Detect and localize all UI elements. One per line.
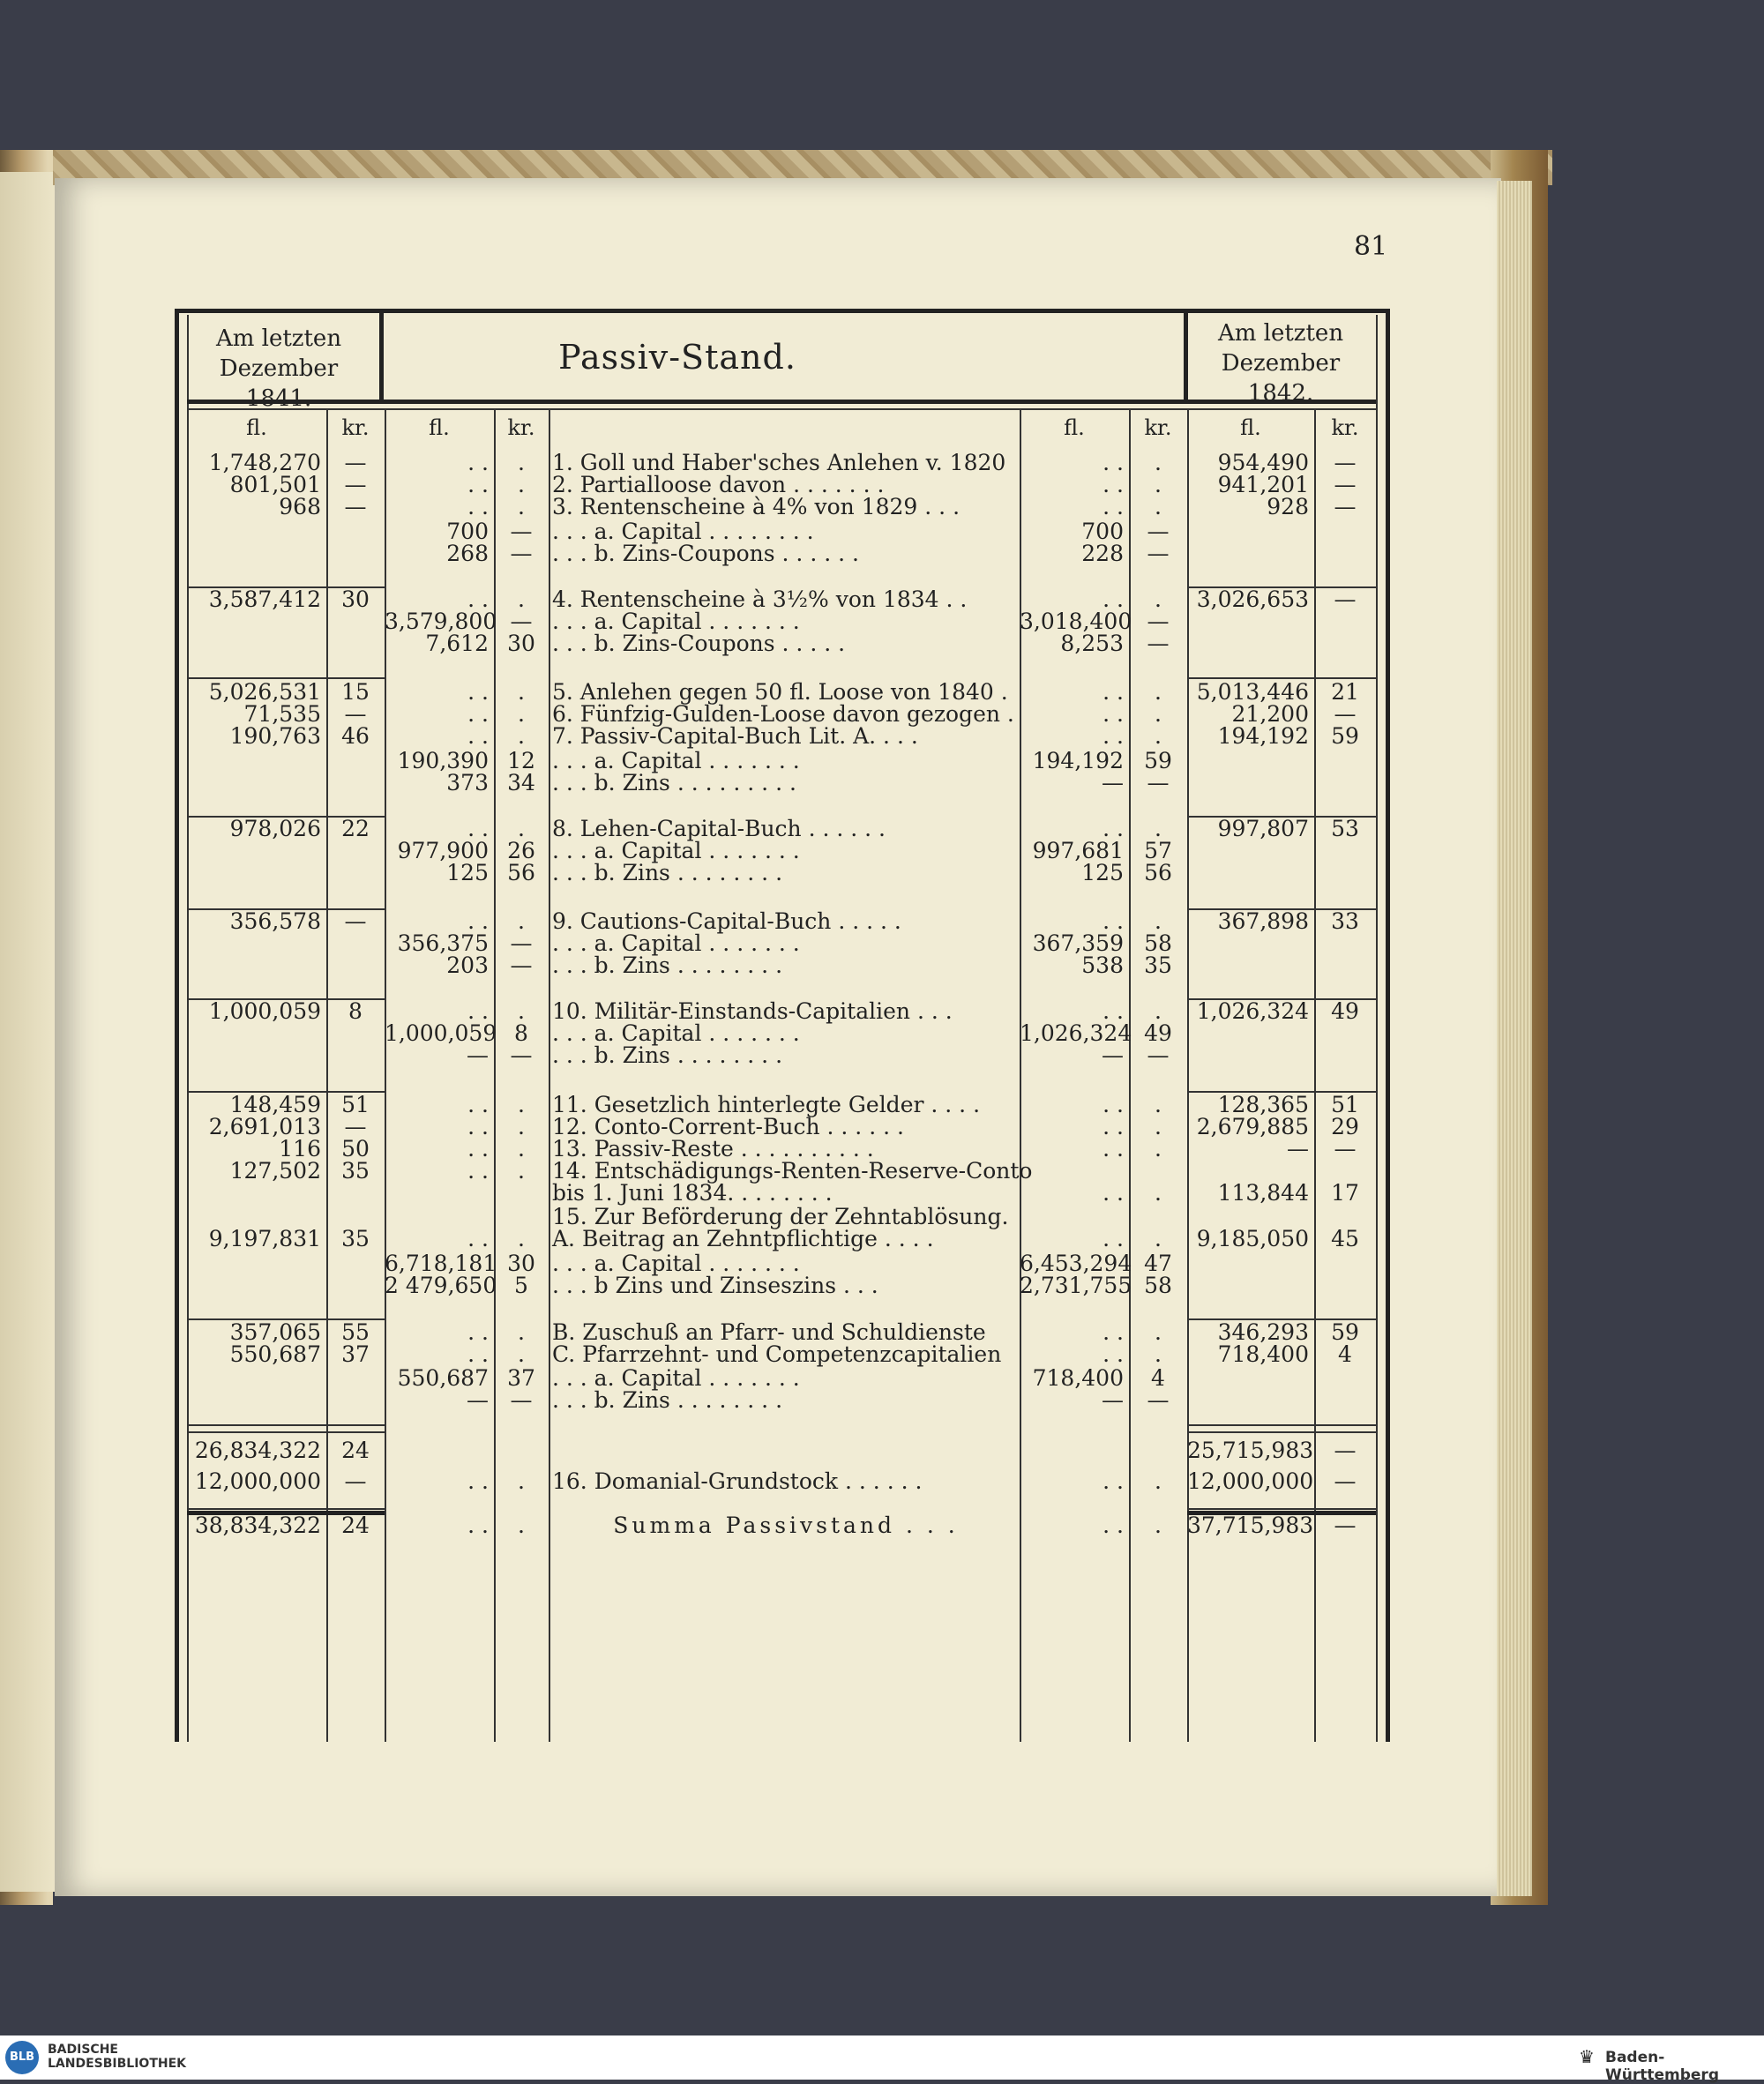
header-bottom-2 (187, 408, 1376, 410)
row-5-kr-sub-b: — (1147, 541, 1170, 566)
row-2-fl-sub-b: . . (1102, 472, 1124, 497)
row-14-fl-1842: 997,807 (1217, 816, 1309, 841)
row-10-kr-1841: — (344, 701, 367, 727)
row-37-kr-1841: — (344, 1468, 367, 1494)
row-26-fl-1841: 127,502 (229, 1158, 321, 1184)
row-6-item-label: 4. Rentenscheine à 3½% von 1834 . . (552, 586, 968, 612)
row-29-kr-1842: 45 (1331, 1226, 1359, 1251)
row-14-fl-1841: 978,026 (229, 816, 321, 841)
row-10-item-label: 6. Fünfzig-Gulden-Loose davon gezogen . (552, 701, 1014, 727)
row-37-kr-sub-b: . (1155, 1468, 1162, 1494)
row-25-kr-1842: — (1334, 1136, 1357, 1162)
row-33-fl-1842: 718,400 (1217, 1341, 1309, 1367)
row-15-item-label: . . . a. Capital . . . . . . . (552, 838, 800, 863)
row-5-kr-sub-a: — (510, 541, 533, 566)
bw-text: Baden-Württemberg (1605, 2049, 1719, 2084)
row-14-kr-sub-b: . (1155, 816, 1162, 841)
row-24-kr-1841: — (344, 1114, 367, 1139)
row-10-fl-1842: 21,200 (1231, 701, 1309, 727)
row-29-fl-sub-a: . . (467, 1226, 489, 1251)
row-37-kr-sub-a: . (518, 1468, 525, 1494)
row-27-fl-sub-b: . . (1102, 1180, 1124, 1206)
row-2-kr-sub-b: . (1155, 472, 1162, 497)
row-11-kr-sub-b: . (1155, 723, 1162, 749)
row-11-fl-1842: 194,192 (1217, 723, 1309, 749)
row-22-kr-sub-a: — (510, 1042, 533, 1068)
row-35-kr-sub-b: — (1147, 1387, 1170, 1413)
row-14-fl-sub-b: . . (1102, 816, 1124, 841)
row-24-item-label: 12. Conto-Corrent-Buch . . . . . . (552, 1114, 904, 1139)
row-9-kr-sub-b: . (1155, 679, 1162, 705)
row-29-fl-1842: 9,185,050 (1196, 1226, 1309, 1251)
row-13-kr-sub-b: — (1147, 770, 1170, 796)
row-37-fl-1841: 12,000,000 (194, 1468, 321, 1494)
row-10-kr-1842: — (1334, 701, 1357, 727)
row-8-fl-sub-b: 8,253 (1060, 631, 1124, 656)
row-37-fl-sub-a: . . (467, 1468, 489, 1494)
row-21-fl-sub-b: 1,026,324 (1020, 1020, 1132, 1046)
row-38-kr-1842: — (1334, 1513, 1357, 1538)
row-35-kr-sub-a: — (510, 1387, 533, 1413)
row-2-fl-1842: 941,201 (1217, 472, 1309, 497)
row-14-fl-sub-a: . . (467, 816, 489, 841)
frame-right (1386, 309, 1390, 1742)
row-22-item-label: . . . b. Zins . . . . . . . . (552, 1042, 783, 1068)
row-11-kr-1841: 46 (341, 723, 370, 749)
row-27-kr-sub-b: . (1155, 1180, 1162, 1206)
row-6-kr-sub-a: . (518, 586, 525, 612)
row-33-item-label: C. Pfarrzehnt- und Competenzcapitalien (552, 1341, 1002, 1367)
row-13-fl-sub-b: — (1102, 770, 1124, 796)
row-13-kr-sub-a: 34 (507, 770, 535, 796)
blb-text (48, 2043, 186, 2071)
row-17-kr-1842: 33 (1331, 908, 1359, 934)
row-9-fl-sub-b: . . (1102, 679, 1124, 705)
footer-bar (0, 2035, 1764, 2084)
unit-kr-a: kr. (507, 415, 535, 440)
row-6-kr-sub-b: . (1155, 586, 1162, 612)
row-34-kr-sub-a: 37 (507, 1365, 535, 1391)
row-3-fl-1842: 928 (1267, 494, 1309, 519)
row-35-fl-sub-b: — (1102, 1387, 1124, 1413)
row-25-kr-1841: 50 (341, 1136, 370, 1162)
row-33-kr-1841: 37 (341, 1341, 370, 1367)
row-17-kr-1841: — (344, 908, 367, 934)
row-23-item-label: 11. Gesetzlich hinterlegte Gelder . . . . (552, 1092, 981, 1117)
row-10-kr-sub-b: . (1155, 701, 1162, 727)
row-31-fl-sub-a: 2 479,650 (385, 1273, 497, 1298)
row-10-fl-1841: 71,535 (243, 701, 321, 727)
row-38-kr-sub-a: . (518, 1513, 525, 1538)
row-38-fl-sub-a: . . (467, 1513, 489, 1538)
row-25-fl-1842: — (1287, 1136, 1309, 1162)
row-1-kr-sub-a: . (518, 450, 525, 475)
row-32-kr-sub-b: . (1155, 1319, 1162, 1345)
row-7-kr-sub-a: — (510, 609, 533, 634)
row-13-item-label: . . . b. Zins . . . . . . . . . (552, 770, 796, 796)
row-1-fl-1842: 954,490 (1217, 450, 1309, 475)
unit-fl-1841: fl. (246, 415, 267, 440)
row-3-kr-sub-b: . (1155, 494, 1162, 519)
row-32-kr-1842: 59 (1331, 1319, 1359, 1345)
row-11-kr-1842: 59 (1331, 723, 1359, 749)
block-rule-right-8 (1187, 1508, 1376, 1510)
header-1841: Am letzten Dezember 1841. (215, 325, 342, 412)
row-2-kr-1841: — (344, 472, 367, 497)
header-divider-right (1184, 313, 1188, 401)
row-27-item-label: bis 1. Juni 1834. . . . . . . . (552, 1180, 833, 1206)
row-21-kr-sub-b: 49 (1144, 1020, 1172, 1046)
row-6-fl-1842: 3,026,653 (1196, 586, 1309, 612)
row-7-kr-sub-b: — (1147, 609, 1170, 634)
row-13-fl-sub-a: 373 (446, 770, 489, 796)
row-9-item-label: 5. Anlehen gegen 50 fl. Loose von 1840 . (552, 679, 1008, 705)
block-rule-left-7 (187, 1431, 385, 1433)
row-1-kr-sub-b: . (1155, 450, 1162, 475)
blb-logo: BLB (5, 2041, 39, 2074)
row-7-fl-sub-a: 3,579,800 (385, 609, 497, 634)
row-18-fl-sub-b: 367,359 (1032, 930, 1124, 956)
row-5-fl-sub-b: 228 (1081, 541, 1124, 566)
row-37-fl-1842: 12,000,000 (1187, 1468, 1314, 1494)
row-36-fl-1842: 25,715,983 (1187, 1438, 1314, 1463)
row-32-item-label: B. Zuschuß an Pfarr- und Schuldienste (552, 1319, 986, 1345)
row-17-fl-1842: 367,898 (1217, 908, 1309, 934)
frame-inner-right (1376, 315, 1378, 1742)
row-24-kr-sub-b: . (1155, 1114, 1162, 1139)
row-1-kr-1841: — (344, 450, 367, 475)
row-10-kr-sub-a: . (518, 701, 525, 727)
row-19-fl-sub-b: 538 (1081, 952, 1124, 978)
row-4-kr-sub-a: — (510, 519, 533, 544)
row-22-fl-sub-a: — (467, 1042, 489, 1068)
row-14-item-label: 8. Lehen-Capital-Buch . . . . . . (552, 816, 886, 841)
row-22-fl-sub-b: — (1102, 1042, 1124, 1068)
row-1-item-label: 1. Goll und Haber'sches Anlehen v. 1820 (552, 450, 1006, 475)
unit-kr-b: kr. (1144, 415, 1172, 440)
row-2-kr-1842: — (1334, 472, 1357, 497)
row-17-kr-sub-b: . (1155, 908, 1162, 934)
row-20-fl-1841: 1,000,059 (208, 998, 321, 1024)
row-32-fl-1841: 357,065 (229, 1319, 321, 1345)
row-12-fl-sub-b: 194,192 (1032, 748, 1124, 773)
row-36-fl-1841: 26,834,322 (194, 1438, 321, 1463)
row-12-kr-sub-a: 12 (507, 748, 535, 773)
row-32-kr-1841: 55 (341, 1319, 370, 1345)
row-8-kr-sub-b: — (1147, 631, 1170, 656)
unit-fl-1842: fl. (1240, 415, 1261, 440)
row-12-kr-sub-b: 59 (1144, 748, 1172, 773)
row-38-fl-1842: 37,715,983 (1187, 1513, 1314, 1538)
lion-icon: ♛ (1579, 2046, 1595, 2067)
ledger-table (175, 295, 1392, 1742)
row-23-kr-1841: 51 (341, 1092, 370, 1117)
row-37-item-label: 16. Domanial-Grundstock . . . . . . (552, 1468, 923, 1494)
row-12-fl-sub-a: 190,390 (397, 748, 489, 773)
row-23-kr-sub-a: . (518, 1092, 525, 1117)
row-37-kr-1842: — (1334, 1468, 1357, 1494)
row-20-fl-sub-a: . . (467, 998, 489, 1024)
row-25-kr-sub-a: . (518, 1136, 525, 1162)
row-15-kr-sub-a: 26 (507, 838, 535, 863)
row-28-item-label: 15. Zur Beförderung der Zehntablösung. (552, 1204, 1009, 1229)
header-divider-left (379, 313, 384, 401)
row-24-fl-1841: 2,691,013 (208, 1114, 321, 1139)
block-rule-left-8 (187, 1508, 385, 1510)
row-6-fl-1841: 3,587,412 (208, 586, 321, 612)
row-30-kr-sub-b: 47 (1144, 1251, 1172, 1276)
row-4-kr-sub-b: — (1147, 519, 1170, 544)
row-32-fl-sub-a: . . (467, 1319, 489, 1345)
row-25-fl-1841: 116 (279, 1136, 321, 1162)
row-23-kr-sub-b: . (1155, 1092, 1162, 1117)
blb-text-line-1: BADISCHE (48, 2043, 118, 2057)
page-edges (1497, 181, 1532, 1896)
row-24-fl-sub-b: . . (1102, 1114, 1124, 1139)
row-14-kr-sub-a: . (518, 816, 525, 841)
row-16-kr-sub-b: 56 (1144, 860, 1172, 885)
row-8-fl-sub-a: 7,612 (425, 631, 489, 656)
row-24-kr-1842: 29 (1331, 1114, 1359, 1139)
row-9-kr-1841: 15 (341, 679, 370, 705)
row-15-fl-sub-a: 977,900 (397, 838, 489, 863)
row-1-kr-1842: — (1334, 450, 1357, 475)
row-33-kr-1842: 4 (1338, 1341, 1352, 1367)
row-18-kr-sub-a: — (510, 930, 533, 956)
row-6-kr-1842: — (1334, 586, 1357, 612)
row-8-item-label: . . . b. Zins-Coupons . . . . . (552, 631, 846, 656)
row-18-fl-sub-a: 356,375 (397, 930, 489, 956)
row-3-fl-sub-a: . . (467, 494, 489, 519)
row-7-fl-sub-b: 3,018,400 (1020, 609, 1132, 634)
row-33-kr-sub-a: . (518, 1341, 525, 1367)
row-29-item-label: A. Beitrag an Zehntpflichtige . . . . (552, 1226, 934, 1251)
row-6-kr-1841: 30 (341, 586, 370, 612)
row-4-fl-sub-a: 700 (446, 519, 489, 544)
row-2-kr-sub-a: . (518, 472, 525, 497)
row-10-fl-sub-b: . . (1102, 701, 1124, 727)
row-6-fl-sub-a: . . (467, 586, 489, 612)
header-1842: Am letzten Dezember 1842. (1217, 320, 1344, 407)
row-19-kr-sub-b: 35 (1144, 952, 1172, 978)
row-11-fl-sub-a: . . (467, 723, 489, 749)
row-19-kr-sub-a: — (510, 952, 533, 978)
row-20-kr-1842: 49 (1331, 998, 1359, 1024)
row-9-kr-1842: 21 (1331, 679, 1359, 705)
row-16-fl-sub-b: 125 (1081, 860, 1124, 885)
row-23-fl-sub-b: . . (1102, 1092, 1124, 1117)
row-9-kr-sub-a: . (518, 679, 525, 705)
row-23-fl-sub-a: . . (467, 1092, 489, 1117)
row-7-item-label: . . . a. Capital . . . . . . . (552, 609, 800, 634)
row-11-kr-sub-a: . (518, 723, 525, 749)
row-20-fl-sub-b: . . (1102, 998, 1124, 1024)
row-30-fl-sub-a: 6,718,181 (385, 1251, 497, 1276)
row-31-item-label: . . . b Zins und Zinseszins . . . (552, 1273, 878, 1298)
row-17-fl-sub-a: . . (467, 908, 489, 934)
unit-kr-1841: kr. (341, 415, 370, 440)
unit-fl-a: fl. (429, 415, 450, 440)
row-20-kr-1841: 8 (348, 998, 363, 1024)
row-16-kr-sub-a: 56 (507, 860, 535, 885)
row-14-kr-1841: 22 (341, 816, 370, 841)
row-3-kr-1842: — (1334, 494, 1357, 519)
row-12-item-label: . . . a. Capital . . . . . . . (552, 748, 800, 773)
row-10-fl-sub-a: . . (467, 701, 489, 727)
row-3-kr-1841: — (344, 494, 367, 519)
row-30-kr-sub-a: 30 (507, 1251, 535, 1276)
row-29-kr-sub-a: . (518, 1226, 525, 1251)
col-line-4 (549, 408, 550, 1742)
row-36-kr-1841: 24 (341, 1438, 370, 1463)
row-20-item-label: 10. Militär-Einstands-Capitalien . . . (552, 998, 953, 1024)
row-3-fl-1841: 968 (279, 494, 321, 519)
row-38-kr-sub-b: . (1155, 1513, 1162, 1538)
unit-kr-1842: kr. (1331, 415, 1359, 440)
subtotal-rule-right (1187, 1424, 1376, 1426)
row-25-item-label: 13. Passiv-Reste . . . . . . . . . . (552, 1136, 874, 1162)
row-35-item-label: . . . b. Zins . . . . . . . . (552, 1387, 783, 1413)
row-26-kr-1841: 35 (341, 1158, 370, 1184)
row-29-kr-sub-b: . (1155, 1226, 1162, 1251)
row-30-item-label: . . . a. Capital . . . . . . . (552, 1251, 800, 1276)
row-21-fl-sub-a: 1,000,059 (385, 1020, 497, 1046)
row-21-item-label: . . . a. Capital . . . . . . . (552, 1020, 800, 1046)
row-24-fl-sub-a: . . (467, 1114, 489, 1139)
row-17-fl-sub-b: . . (1102, 908, 1124, 934)
row-18-kr-sub-b: 58 (1144, 930, 1172, 956)
row-15-kr-sub-b: 57 (1144, 838, 1172, 863)
row-1-fl-sub-a: . . (467, 450, 489, 475)
block-rule-right-7 (1187, 1431, 1376, 1433)
row-38-item-label: Summa Passivstand . . . (613, 1513, 959, 1538)
row-31-kr-sub-b: 58 (1144, 1273, 1172, 1298)
row-4-item-label: . . . a. Capital . . . . . . . . (552, 519, 814, 544)
row-37-fl-sub-b: . . (1102, 1468, 1124, 1494)
row-9-fl-1841: 5,026,531 (208, 679, 321, 705)
row-33-fl-1841: 550,687 (229, 1341, 321, 1367)
row-29-kr-1841: 35 (341, 1226, 370, 1251)
row-22-kr-sub-b: — (1147, 1042, 1170, 1068)
row-9-fl-1842: 5,013,446 (1196, 679, 1309, 705)
row-1-fl-1841: 1,748,270 (208, 450, 321, 475)
row-33-kr-sub-b: . (1155, 1341, 1162, 1367)
row-5-fl-sub-a: 268 (446, 541, 489, 566)
row-20-kr-sub-b: . (1155, 998, 1162, 1024)
unit-fl-b: fl. (1064, 415, 1085, 440)
row-38-fl-sub-b: . . (1102, 1513, 1124, 1538)
row-36-kr-1842: — (1334, 1438, 1357, 1463)
frame-left (175, 309, 179, 1742)
row-23-fl-1841: 148,459 (229, 1092, 321, 1117)
row-29-fl-sub-b: . . (1102, 1226, 1124, 1251)
row-15-fl-sub-b: 997,681 (1032, 838, 1124, 863)
row-11-fl-sub-b: . . (1102, 723, 1124, 749)
row-38-kr-1841: 24 (341, 1513, 370, 1538)
row-17-fl-1841: 356,578 (229, 908, 321, 934)
row-3-kr-sub-a: . (518, 494, 525, 519)
row-18-item-label: . . . a. Capital . . . . . . . (552, 930, 800, 956)
row-34-item-label: . . . a. Capital . . . . . . . (552, 1365, 800, 1391)
row-2-fl-1841: 801,501 (229, 472, 321, 497)
row-34-kr-sub-b: 4 (1151, 1365, 1165, 1391)
row-33-fl-sub-b: . . (1102, 1341, 1124, 1367)
page-number: 81 (1354, 231, 1388, 262)
row-6-fl-sub-b: . . (1102, 586, 1124, 612)
row-32-kr-sub-a: . (518, 1319, 525, 1345)
row-31-kr-sub-a: 5 (514, 1273, 528, 1298)
row-30-fl-sub-b: 6,453,294 (1020, 1251, 1132, 1276)
row-4-fl-sub-b: 700 (1081, 519, 1124, 544)
row-21-kr-sub-a: 8 (514, 1020, 528, 1046)
row-27-fl-1842: 113,844 (1217, 1180, 1309, 1206)
row-26-fl-sub-a: . . (467, 1158, 489, 1184)
row-24-kr-sub-a: . (518, 1114, 525, 1139)
row-27-kr-1842: 17 (1331, 1180, 1359, 1206)
row-16-item-label: . . . b. Zins . . . . . . . . (552, 860, 783, 885)
row-17-kr-sub-a: . (518, 908, 525, 934)
row-5-item-label: . . . b. Zins-Coupons . . . . . . (552, 541, 859, 566)
row-25-fl-sub-b: . . (1102, 1136, 1124, 1162)
row-32-fl-sub-b: . . (1102, 1319, 1124, 1345)
row-11-fl-1841: 190,763 (229, 723, 321, 749)
row-9-fl-sub-a: . . (467, 679, 489, 705)
row-33-fl-sub-a: . . (467, 1341, 489, 1367)
table-title: Passiv-Stand. (558, 338, 796, 377)
row-32-fl-1842: 346,293 (1217, 1319, 1309, 1345)
row-23-fl-1842: 128,365 (1217, 1092, 1309, 1117)
row-26-kr-sub-a: . (518, 1158, 525, 1184)
row-8-kr-sub-a: 30 (507, 631, 535, 656)
row-24-fl-1842: 2,679,885 (1196, 1114, 1309, 1139)
row-20-kr-sub-a: . (518, 998, 525, 1024)
row-16-fl-sub-a: 125 (446, 860, 489, 885)
row-3-fl-sub-b: . . (1102, 494, 1124, 519)
row-2-fl-sub-a: . . (467, 472, 489, 497)
frame-top (175, 309, 1390, 313)
row-2-item-label: 2. Partialloose davon . . . . . . . (552, 472, 885, 497)
row-25-kr-sub-b: . (1155, 1136, 1162, 1162)
blb-text-line-2: LANDESBIBLIOTHEK (48, 2057, 187, 2071)
row-35-fl-sub-a: — (467, 1387, 489, 1413)
row-1-fl-sub-b: . . (1102, 450, 1124, 475)
row-19-fl-sub-a: 203 (446, 952, 489, 978)
row-25-fl-sub-a: . . (467, 1136, 489, 1162)
row-34-fl-sub-b: 718,400 (1032, 1365, 1124, 1391)
subtotal-rule-left (187, 1424, 385, 1426)
row-23-kr-1842: 51 (1331, 1092, 1359, 1117)
row-19-item-label: . . . b. Zins . . . . . . . . (552, 952, 783, 978)
row-31-fl-sub-b: 2,731,755 (1020, 1273, 1132, 1298)
row-29-fl-1841: 9,197,831 (208, 1226, 321, 1251)
row-17-item-label: 9. Cautions-Capital-Buch . . . . . (552, 908, 901, 934)
row-3-item-label: 3. Rentenscheine à 4% von 1829 . . . (552, 494, 960, 519)
row-14-kr-1842: 53 (1331, 816, 1359, 841)
row-11-item-label: 7. Passiv-Capital-Buch Lit. A. . . . (552, 723, 918, 749)
row-26-item-label: 14. Entschädigungs-Renten-Reserve-Conto (552, 1158, 1033, 1184)
header-bottom (187, 400, 1376, 404)
row-34-fl-sub-a: 550,687 (397, 1365, 489, 1391)
row-38-fl-1841: 38,834,322 (194, 1513, 321, 1538)
row-20-fl-1842: 1,026,324 (1196, 998, 1309, 1024)
